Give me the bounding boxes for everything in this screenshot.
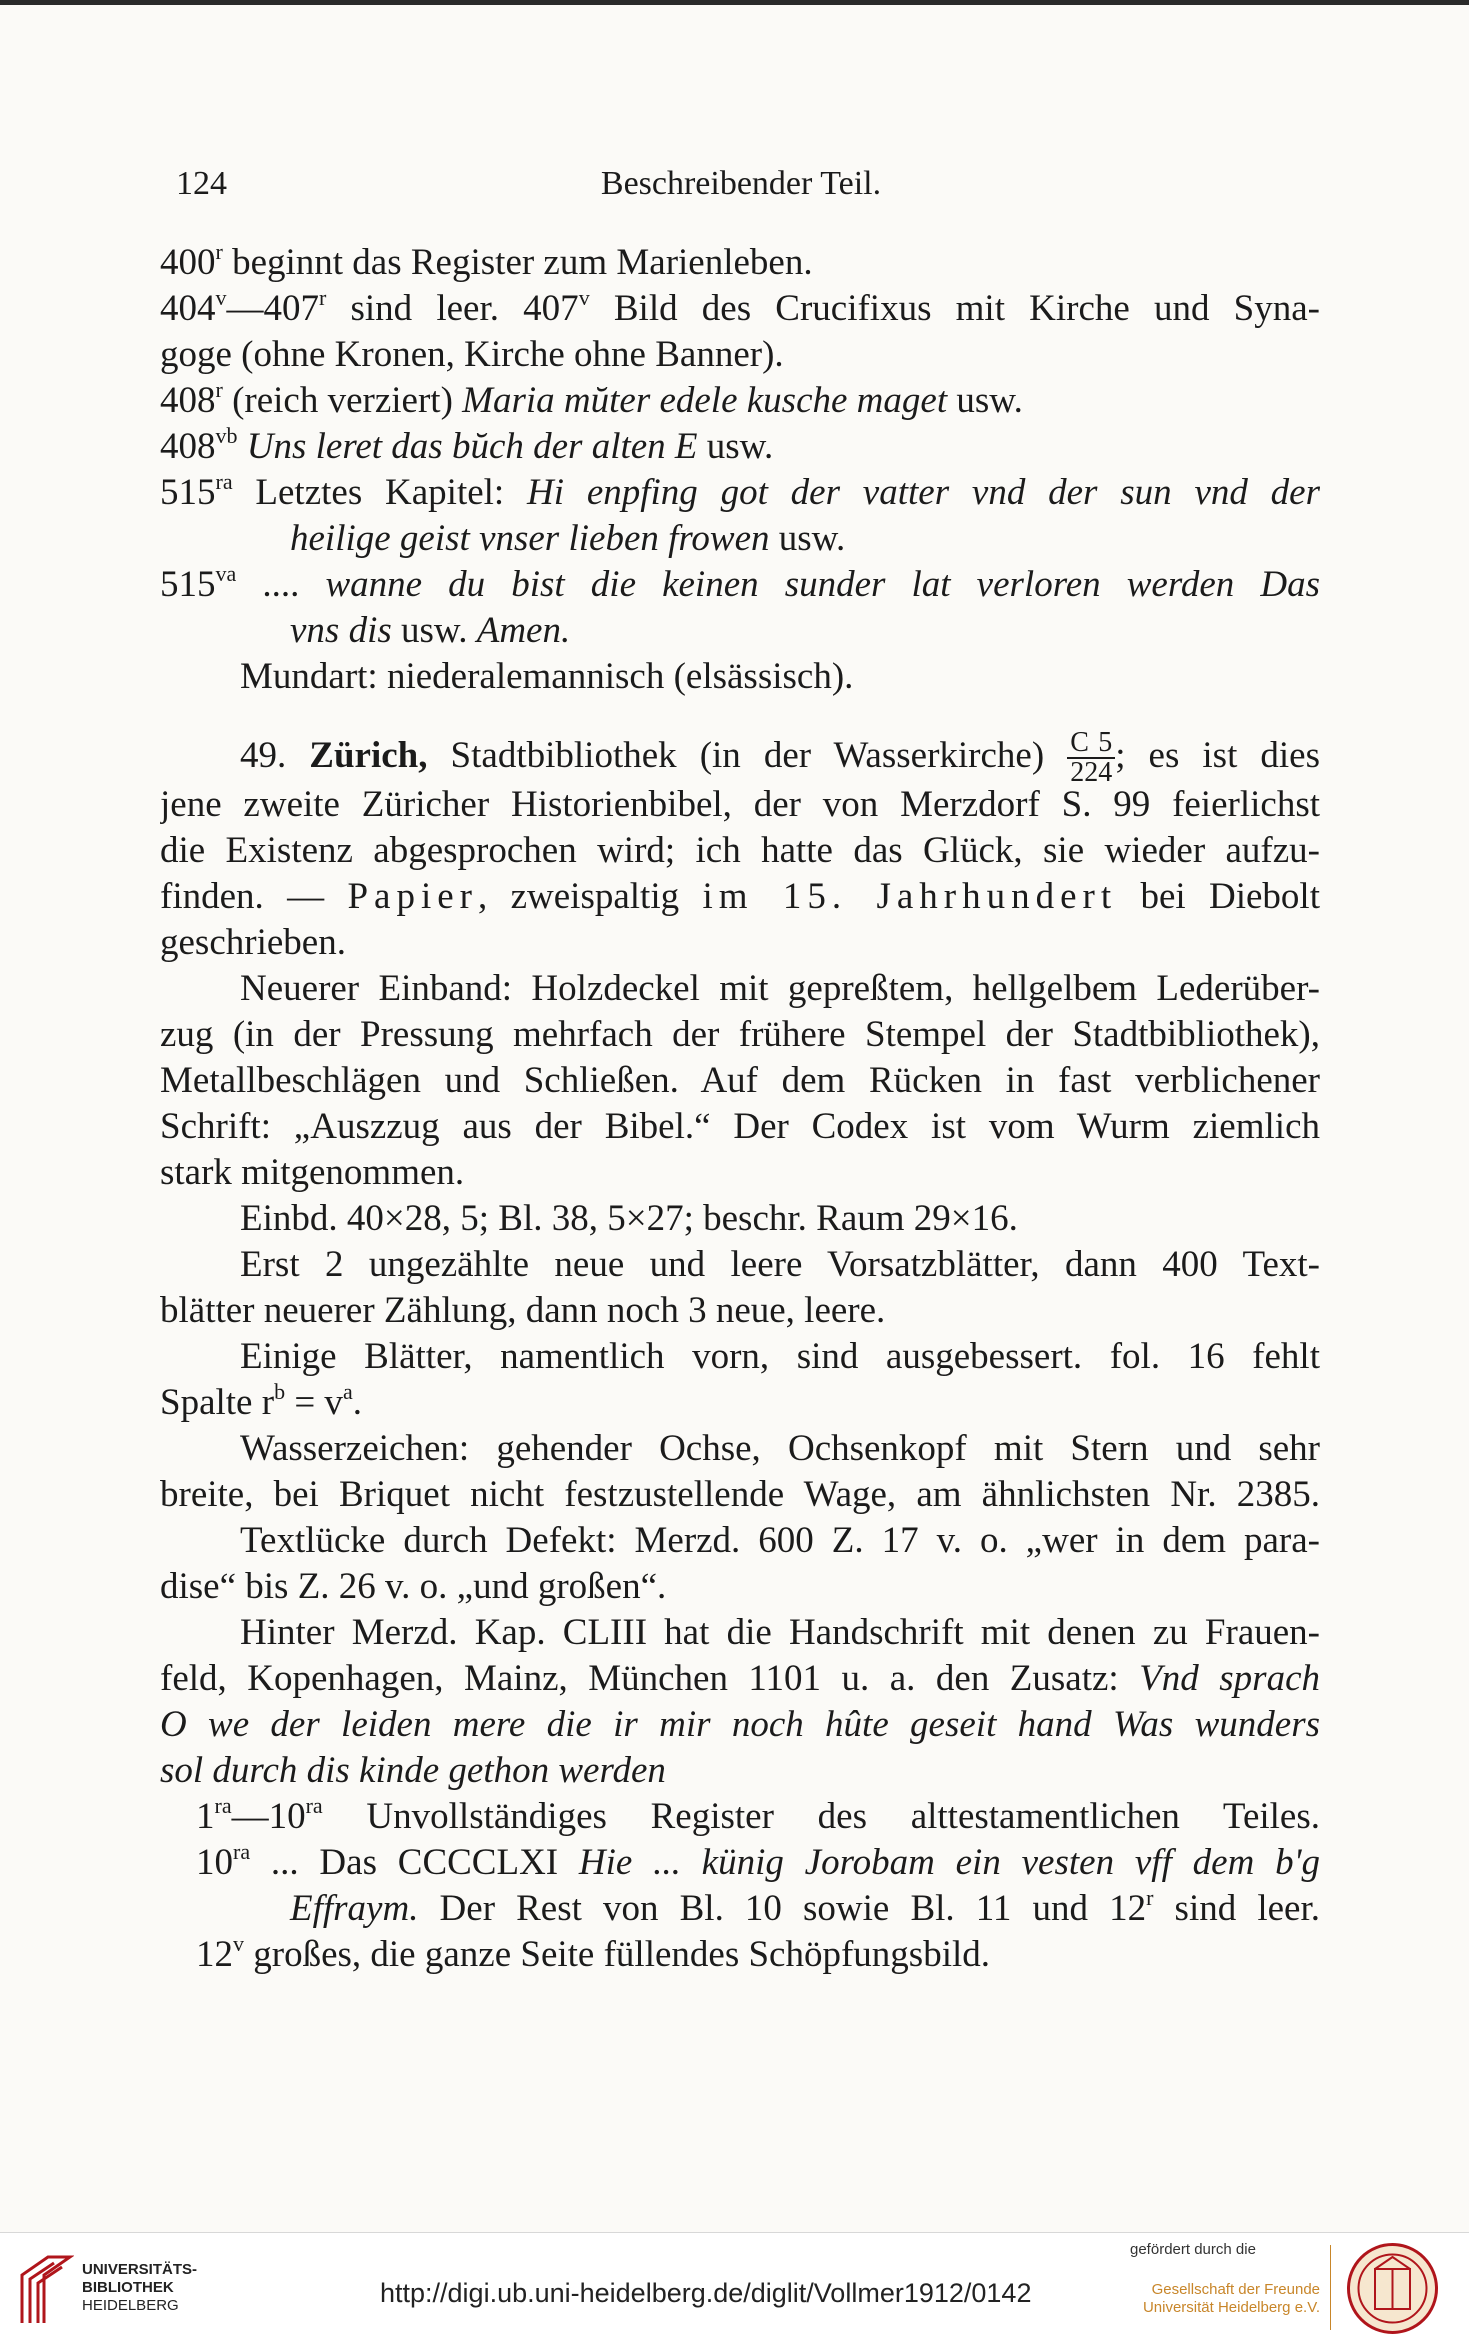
sponsor-org-line: Universität Heidelberg e.V.: [1142, 2299, 1320, 2316]
text-line: die Existenz abgesprochen wird; ich hatte das Glück, sie wieder aufzu-: [160, 830, 1320, 871]
text-line: Neuerer Einband: Holzdeckel mit gepreßtem, hellgelbem Lederüber-: [240, 968, 1320, 1009]
university-seal-icon: [1345, 2241, 1440, 2336]
digitization-footer: [0, 2232, 1469, 2340]
text-line: zug (in der Pressung mehrfach der frühere Stempel der Stadtbibliothek),: [160, 1014, 1320, 1055]
text-line: vns dis usw. Amen.: [290, 610, 571, 651]
text-line: $1^{ra}—10^{ra}$ Unvollständiges Register des alttestamentlichen Teiles.: [196, 1794, 1320, 1837]
ub-heidelberg-logo-icon: [18, 2255, 74, 2325]
text-line: Wasserzeichen: gehender Ochse, Ochsenkopf mit Stern und sehr: [240, 1428, 1320, 1469]
text-line: $515^{ra}$ Letztes Kapitel: Hi enpfing got der vatter vnd der sun vnd der: [160, 470, 1320, 513]
page-body: [160, 240, 1320, 1978]
text-line: Hinter Merzd. Kap. CLIII hat die Handschrift mit denen zu Frauen-: [240, 1612, 1320, 1653]
text-line: $408^{vb}$ Uns leret das bŭch der alten E usw.: [160, 423, 774, 467]
text-line: Einige Blätter, namentlich vorn, sind ausgebessert. fol. 16 fehlt: [240, 1336, 1320, 1377]
sponsor-credit: [1130, 2241, 1320, 2317]
text-line: Metallbeschlägen und Schließen. Auf dem Rücken in fast verblichener: [160, 1060, 1320, 1101]
text-line: finden. — Papier, zweispaltig im 15. Jahrhundert bei Diebolt: [160, 876, 1320, 917]
text-line: sol durch dis kinde gethon werden: [160, 1750, 666, 1791]
text-line: 12$^v$ großes, die ganze Seite füllendes Schöpfungsbild.: [196, 1931, 990, 1975]
text-line: 404$^v$—407$^r$ sind leer. 407$^v$ Bild des Crucifixus mit Kirche und Syna-: [160, 286, 1320, 329]
section-gap: [160, 700, 1320, 726]
text-line: Textlücke durch Defekt: Merzd. 600 Z. 17 v. o. „wer in dem para-: [240, 1520, 1320, 1561]
text-line: goge (ohne Kronen, Kirche ohne Banner).: [160, 334, 784, 375]
text-line: geschrieben.: [160, 922, 346, 963]
footer-divider: [1330, 2245, 1331, 2330]
text-line: 400$^r$ beginnt das Register zum Marienleben.: [160, 239, 813, 283]
text-line: Einbd. 40×28, 5; Bl. 38, 5×27; beschr. Raum 29×16.: [240, 1198, 1018, 1239]
text-line: Effraym. Der Rest von Bl. 10 sowie Bl. 11 und 12$^r$ sind leer.: [290, 1886, 1320, 1929]
library-name-line: BIBLIOTHEK: [82, 2279, 174, 2296]
text-line: dise“ bis Z. 26 v. o. „und großen“.: [160, 1566, 667, 1607]
text-line: jene zweite Züricher Historienbibel, der von Merzdorf S. 99 feierlichst: [160, 784, 1320, 825]
library-name: [82, 2261, 197, 2315]
text-line: O we der leiden mere die ir mir noch hûte geseit hand Was wunders: [160, 1704, 1320, 1745]
page-number: 124: [176, 165, 227, 202]
text-line: breite, bei Briquet nicht festzustellende Wage, am ähnlichsten Nr. 2385.: [160, 1474, 1320, 1515]
text-line: blätter neuerer Zählung, dann noch 3 neue, leere.: [160, 1290, 886, 1331]
sponsor-by: gefördert durch die: [1130, 2241, 1256, 2258]
sponsor-org-line: Gesellschaft der Freunde: [1151, 2281, 1320, 2298]
library-name-line: UNIVERSITÄTS-: [82, 2261, 198, 2278]
library-name-line: HEIDELBERG: [82, 2297, 179, 2314]
text-line: Erst 2 ungezählte neue und leere Vorsatzblätter, dann 400 Text-: [240, 1244, 1320, 1285]
text-line: stark mitgenommen.: [160, 1152, 465, 1193]
text-line: feld, Kopenhagen, Mainz, München 1101 u. a. den Zusatz: Vnd sprach: [160, 1658, 1320, 1699]
text-line: heilige geist vnser lieben frowen usw.: [290, 518, 846, 559]
text-line: Schrift: „Auszzug aus der Bibel.“ Der Codex ist vom Wurm ziemlich: [160, 1106, 1320, 1147]
running-title: Beschreibender Teil.: [600, 165, 882, 202]
permalink-url[interactable]: http://digi.ub.uni-heidelberg.de/diglit/Vollmer1912/0142: [380, 2278, 1032, 2308]
scan-edge: [0, 0, 1469, 5]
text-line: 408$^r$ (reich verziert) Maria mŭter edele kusche maget usw.: [160, 377, 1023, 421]
text-line: $515^{va}$ .... wanne du bist die keinen sunder lat verloren werden Das: [160, 562, 1320, 605]
text-line: Spalte $r^b = v^a$.: [160, 1379, 362, 1423]
entry-heading: 49. Zürich, Stadtbibliothek (in der Wasserkirche) $\frac{C 5}{224}$ ; es ist dies: [240, 727, 1320, 782]
text-line: $10^{ra}$ ... Das CCCCLXI Hie ... künig Jorobam ein vesten vff dem b'g: [196, 1840, 1320, 1883]
text-line: Mundart: niederalemannisch (elsässisch).: [240, 656, 854, 697]
